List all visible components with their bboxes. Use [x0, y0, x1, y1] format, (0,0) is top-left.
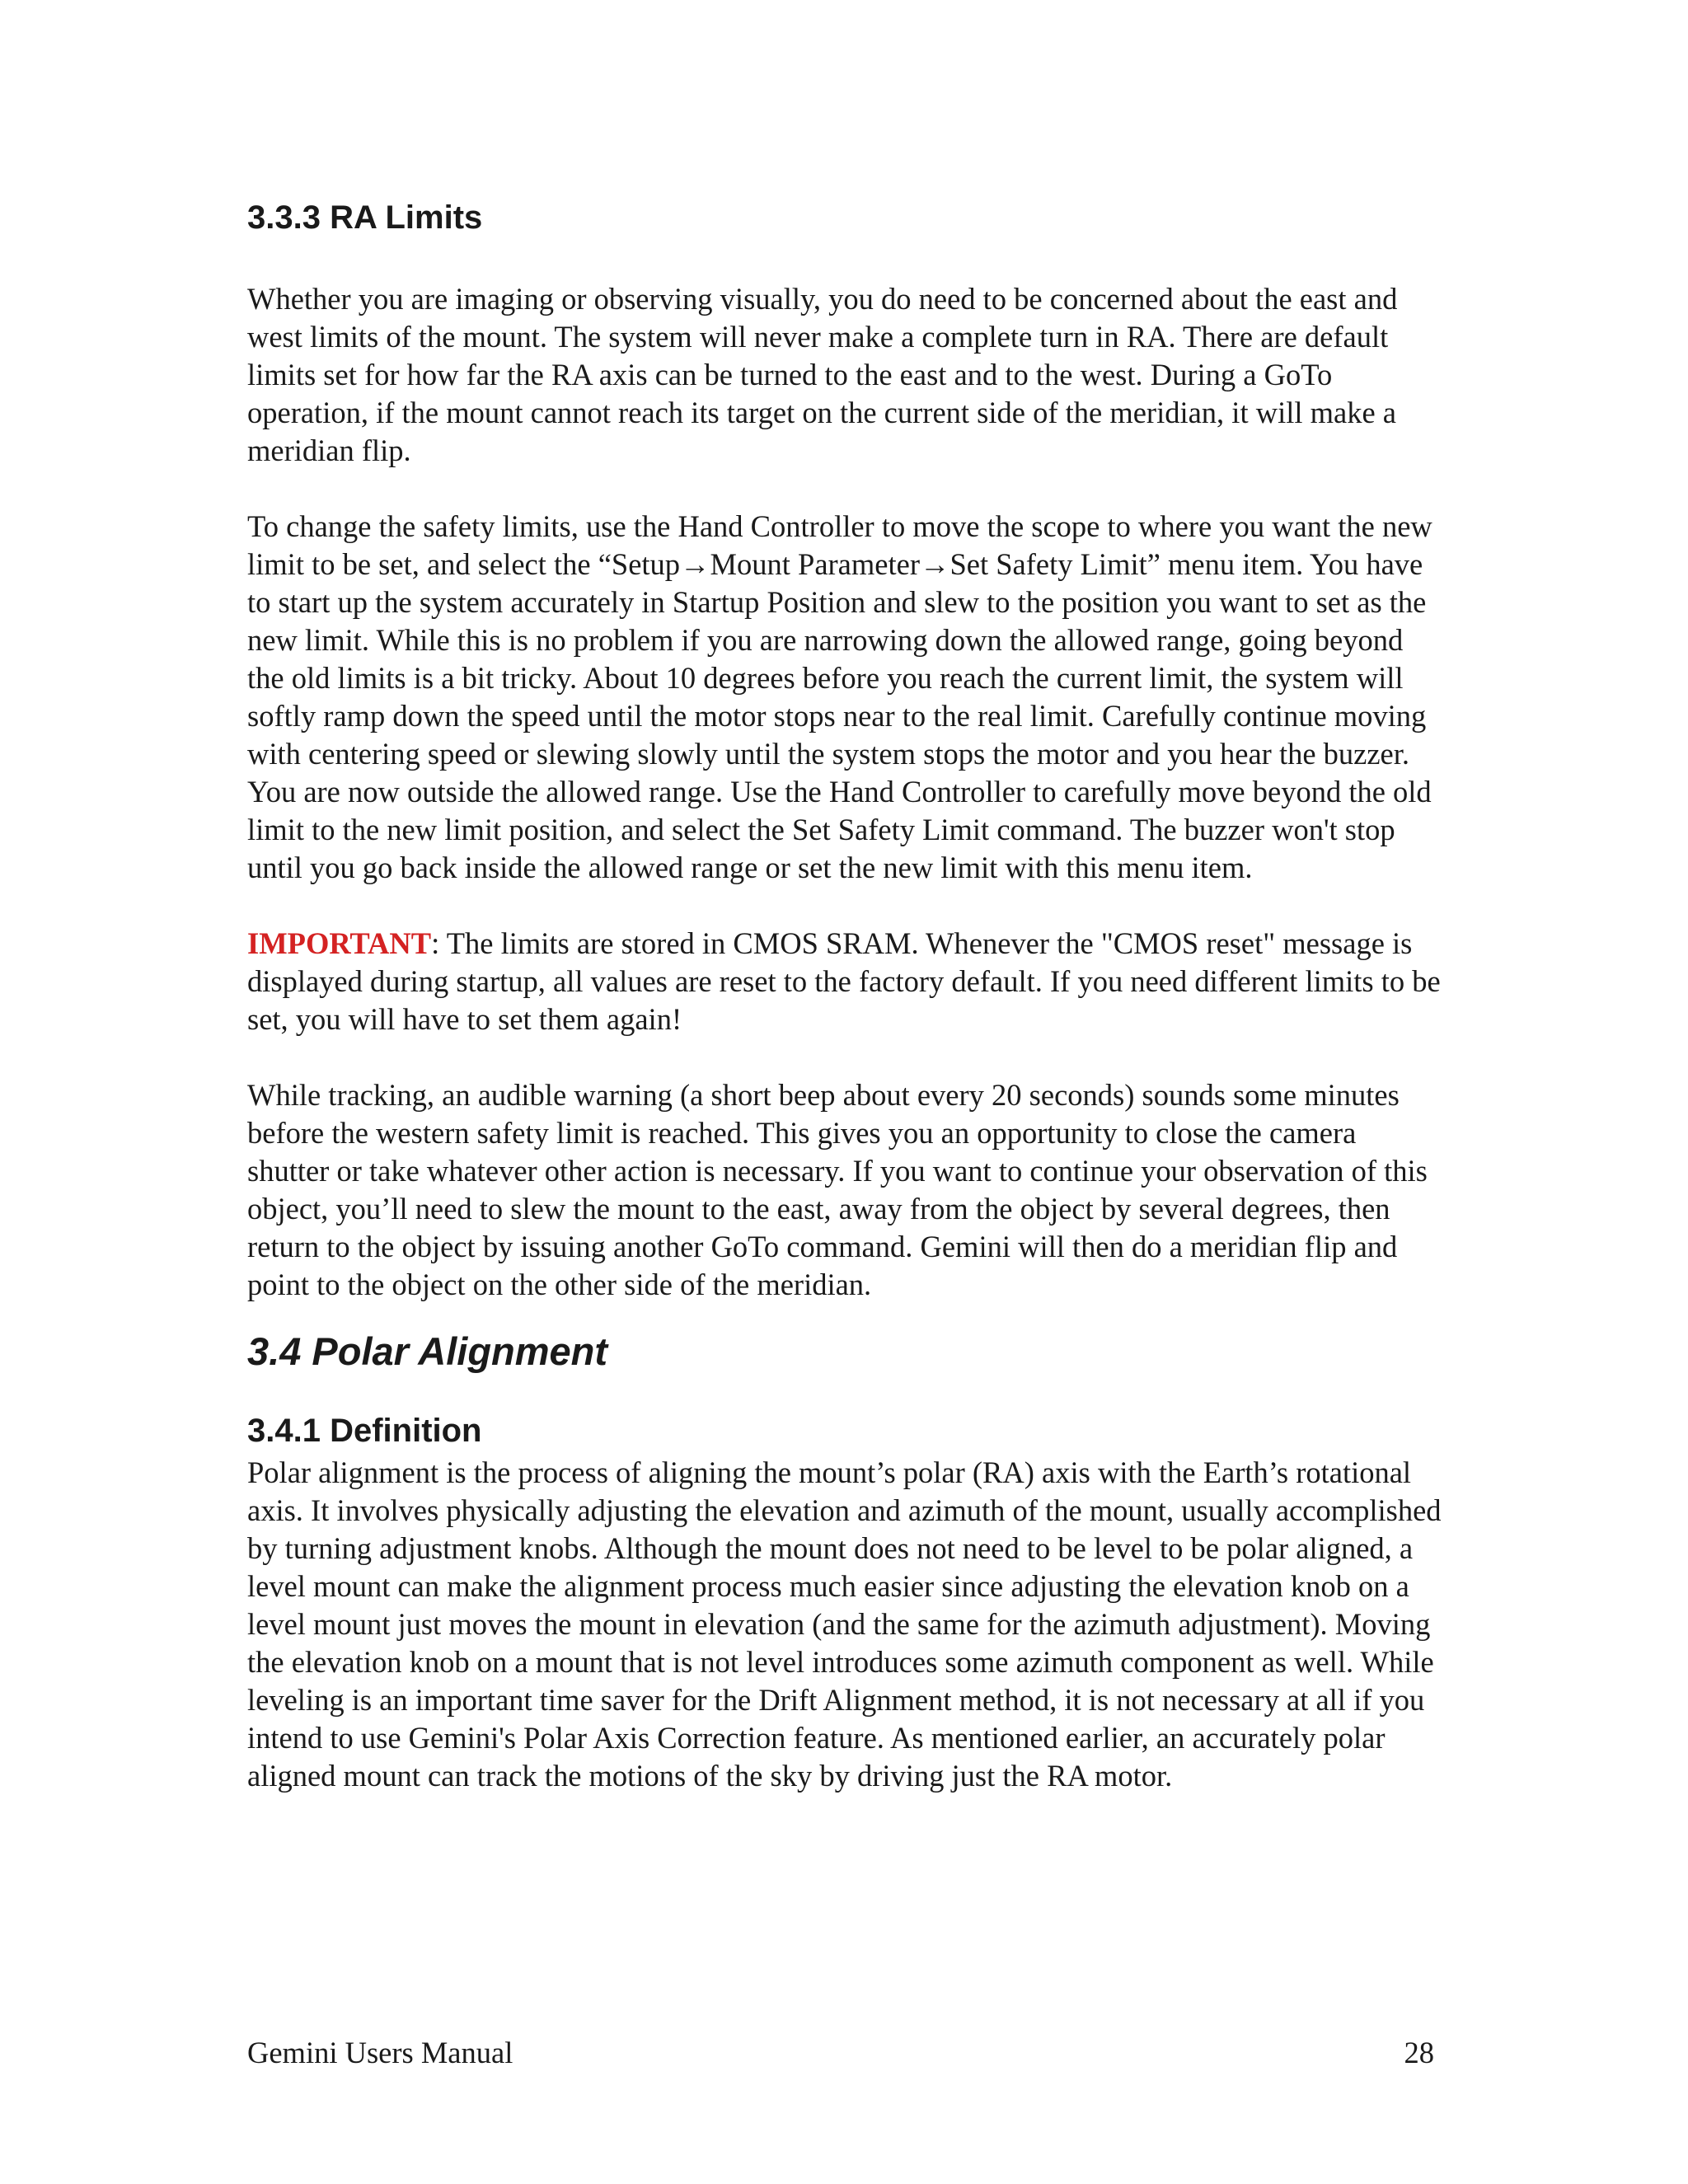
- paragraph-definition: Polar alignment is the process of aligning the mount’s polar (RA) axis with the Earth’s rotational axis. It involves physically adjusting the elevation and azimuth of the mount, usually accomplished by turning adjustment knobs. Although the mount does not need to be level to be polar aligned, a level mount can make the alignment process much easier since adjusting the elevation knob on a level mount just moves the mount in elevation (and the same for the azimuth adjustment). Moving the elevation knob on a mount that is not level introduces some azimuth component as well. While leveling is an important time saver for the Drift Alignment method, it is not necessary at all if you intend to use Gemini's Polar Axis Correction feature. As mentioned earlier, an accurately polar aligned mount can track the motions of the sky by driving just the RA motor.: [247, 1455, 1442, 1793]
- important-text: : The limits are stored in CMOS SRAM. Whenever the "CMOS reset" message is displayed during startup, all values are reset to the factory default. If you need different limits to be set, you will have to set them again!: [247, 926, 1441, 1036]
- footer-title: Gemini Users Manual: [247, 2036, 513, 2069]
- section-heading-ra-limits: 3.3.3 RA Limits: [247, 199, 483, 236]
- page-number: 28: [1404, 2036, 1434, 2069]
- page-content: [247, 198, 1442, 1833]
- paragraph-tracking-warning: While tracking, an audible warning (a short beep about every 20 seconds) sounds some minutes before the western safety limit is reached. This gives you an opportunity to close the camera shutter or take whatever other action is necessary. If you want to continue your observation of this object, you’ll need to slew the mount to the east, away from the object by several degrees, then return to the object by issuing another GoTo command. Gemini will then do a meridian flip and point to the object on the other side of the meridian.: [247, 1078, 1428, 1301]
- subsection-heading-definition: 3.4.1 Definition: [247, 1413, 482, 1449]
- important-label: IMPORTANT: [247, 926, 432, 960]
- paragraph-important-note: [247, 925, 1442, 1038]
- paragraph-ra-limits-intro: Whether you are imaging or observing visually, you do need to be concerned about the east and west limits of the mount. The system will never make a complete turn in RA. There are default limits set for how far the RA axis can be turned to the east and to the west. During a GoTo operation, if the mount cannot reach its target on the current side of the meridian, it will make a meridian flip.: [247, 282, 1398, 467]
- paragraph-safety-limits: To change the safety limits, use the Hand Controller to move the scope to where you want the new limit to be set, and select the “Setup→Mount Parameter→Set Safety Limit” menu item. You have to start up the system accurately in Startup Position and slew to the position you want to set as the new limit. While this is no problem if you are narrowing down the allowed range, going beyond the old limits is a bit tricky. About 10 degrees before you reach the current limit, the system will softly ramp down the speed until the motor stops near to the real limit. Carefully continue moving with centering speed or slewing slowly until the system stops the motor and you hear the buzzer. You are now outside the allowed range. Use the Hand Controller to carefully move beyond the old limit to the new limit position, and select the Set Safety Limit command. The buzzer won't stop until you go back inside the allowed range or set the new limit with this menu item.: [247, 509, 1432, 884]
- section-heading-polar-alignment: 3.4 Polar Alignment: [247, 1329, 608, 1373]
- page-footer: [247, 2034, 1434, 2072]
